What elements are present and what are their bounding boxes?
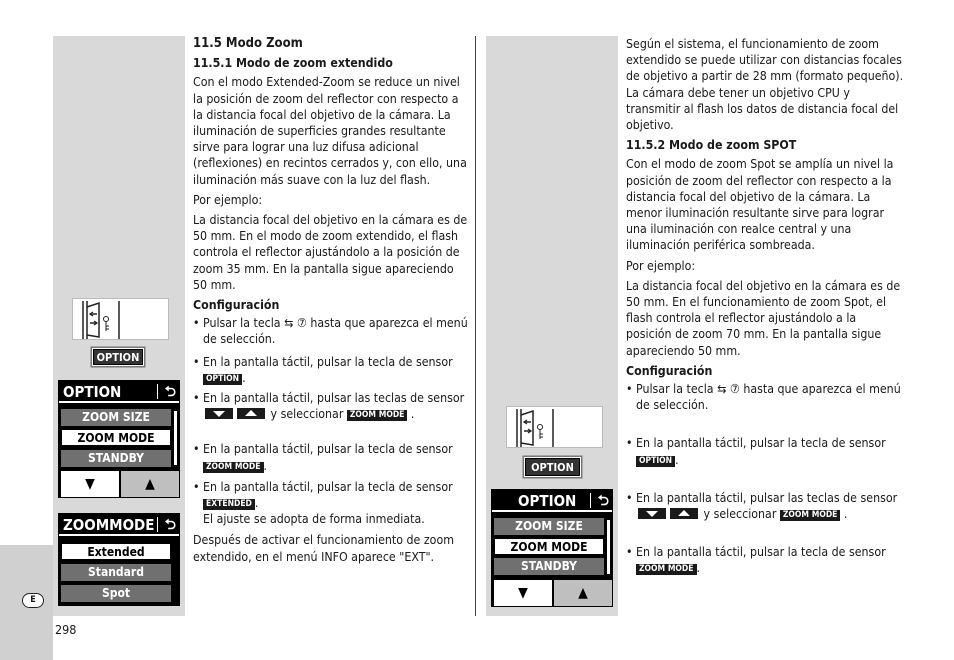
list-item-text: En la pantalla táctil, pulsar la tecla de sensor — [203, 479, 453, 494]
option-tag: OPTION — [636, 456, 675, 467]
paragraph: Según el sistema, el funcionamiento de zoom extendido se puede utilizar con distancias focales de objetivo a partir de 28 mm (formato pequeño). La cámara debe tener un objetivo CPU y transmitir al flash los datos de distancia focal del objetivo. — [626, 37, 904, 133]
zoom-mode-tag: ZOOM MODE — [347, 410, 408, 421]
list-item-text: y seleccionar — [703, 507, 777, 522]
menu-item-spot[interactable]: Spot — [61, 585, 171, 602]
flash-head-icon — [73, 299, 170, 341]
menu-item-zoom-mode[interactable]: ZOOM MODE — [494, 538, 604, 555]
down-arrow-icon — [638, 508, 666, 519]
list-item-text: y seleccionar — [270, 407, 344, 422]
column-divider — [475, 36, 476, 616]
menu-item-standby[interactable]: STANDBY — [494, 558, 604, 575]
note-text: El ajuste se adopta de forma inmediata. — [203, 512, 425, 527]
menu-title — [492, 490, 612, 512]
up-arrow-icon — [670, 508, 698, 519]
zoom-mode-tag: ZOOM MODE — [636, 564, 697, 575]
menu-title-text: OPTION — [518, 492, 577, 510]
title-separator — [157, 384, 158, 399]
list-item-text: En la pantalla táctil, pulsar la tecla de sensor — [636, 545, 886, 560]
list-item — [626, 381, 904, 413]
list-item-text: En la pantalla táctil, pulsar la tecla de sensor — [203, 354, 453, 369]
paragraph: La distancia focal del objetivo en la cámara es de 50 mm. En el funcionamiento de zoom Spot, el flash controla el reflector ajustándolo a la posición de zoom 70 mm. En la pantalla sigue apareciendo 50 mm. — [626, 278, 901, 358]
list-item: • En la pantalla táctil, pulsar la tecla de sensor ZOOM MODE . — [626, 544, 904, 576]
list-item-text: Pulsar la tecla ⇆ ⑦ hasta que aparezca el menú de selección. — [636, 382, 901, 413]
paragraph: La distancia focal del objetivo en la cámara es de 50 mm. En el modo de zoom extendido, el flash controla el reflector ajustándolo a la posición de zoom 35 mm. En la pantalla sigue apareciendo 50 mm. — [193, 213, 468, 292]
down-arrow-icon — [205, 408, 233, 419]
paragraph: Con el modo Extended-Zoom se reduce un nivel la posición de zoom del reflector con respecto a la distancia focal del objetivo de la cámara. La iluminación de superficies grandes resultante sirve para lograr una luz difusa adicional (reflexiones) en recintos cerrados y, con ello, una iluminación más suave con la luz del flash. — [193, 75, 467, 187]
zoommode-menu-panel — [58, 513, 180, 606]
list-item-text: Pulsar la tecla ⇆ ⑦ hasta que aparezca el menú de selección. — [203, 316, 468, 347]
up-button[interactable]: ▲ — [554, 580, 612, 606]
menu-item-zoom-size[interactable]: ZOOM SIZE — [494, 518, 604, 535]
menu-item-standard[interactable]: Standard — [61, 564, 171, 581]
list-item-text: En la pantalla táctil, pulsar las teclas de sensor — [636, 490, 898, 505]
menu-item-zoom-mode[interactable]: ZOOM MODE — [61, 429, 171, 446]
down-button[interactable]: ▼ — [494, 580, 552, 606]
extended-tag: EXTENDED — [203, 499, 255, 510]
scrollbar[interactable] — [174, 411, 177, 465]
list-item: • En la pantalla táctil, pulsar la tecla de sensor EXTENDED . El ajuste se adopta de forma inmediata. — [193, 479, 468, 528]
flash-head-illustration — [72, 298, 169, 340]
back-icon[interactable]: ⮌ — [597, 493, 609, 509]
list-item-text: En la pantalla táctil, pulsar la tecla de sensor — [203, 442, 453, 457]
list-item — [193, 315, 468, 347]
list-item-text: En la pantalla táctil, pulsar la tecla de sensor — [636, 436, 886, 451]
paragraph: Por ejemplo: — [193, 192, 263, 207]
flash-head-icon — [507, 407, 604, 449]
back-icon[interactable]: ⮌ — [164, 517, 176, 533]
subsection-heading: 11.5.2 Modo de zoom SPOT — [626, 138, 797, 153]
paragraph: Con el modo de zoom Spot se amplía un nivel la posición de zoom del reflector con respecto a la distancia focal del objetivo de la cámara. La menor iluminación resultante sirve para lograr una iluminación con realce central y una iluminación periférica sombreada. — [626, 157, 894, 253]
option-menu-panel — [491, 489, 613, 607]
left-text-column — [193, 36, 468, 569]
config-heading: Configuración — [193, 298, 280, 313]
menu-title — [59, 381, 179, 403]
option-button[interactable]: OPTION — [525, 458, 580, 476]
list-item: • En la pantalla táctil, pulsar la tecla de sensor OPTION . — [626, 435, 904, 467]
paragraph: Por ejemplo: — [626, 258, 696, 273]
paragraph: Después de activar el funcionamiento de zoom extendido, en el menú INFO aparece "EXT". — [193, 533, 454, 564]
section-heading: 11.5 Modo Zoom — [193, 36, 303, 51]
option-button[interactable]: OPTION — [93, 349, 143, 365]
zoom-mode-tag: ZOOM MODE — [780, 510, 841, 521]
right-text-column — [626, 36, 904, 577]
subsection-heading: 11.5.1 Modo de zoom extendido — [193, 56, 393, 71]
page-number: 298 — [55, 622, 77, 637]
option-tag: OPTION — [203, 374, 242, 385]
menu-title-text: OPTION — [63, 383, 122, 401]
flash-head-illustration — [506, 406, 603, 448]
menu-title — [59, 514, 179, 536]
title-separator — [590, 493, 591, 508]
config-heading: Configuración — [626, 363, 713, 378]
up-button[interactable]: ▲ — [121, 471, 179, 497]
list-item: • En la pantalla táctil, pulsar la tecla de sensor ZOOM MODE . — [193, 441, 468, 473]
language-badge: E — [22, 593, 44, 608]
menu-item-zoom-size[interactable]: ZOOM SIZE — [61, 409, 171, 426]
scrollbar[interactable] — [607, 520, 610, 574]
back-icon[interactable]: ⮌ — [164, 384, 176, 400]
list-item-text: En la pantalla táctil, pulsar las teclas de sensor — [203, 391, 465, 406]
menu-title-text: ZOOMMODE — [63, 516, 155, 534]
menu-item-standby[interactable]: STANDBY — [61, 450, 171, 467]
up-arrow-icon — [237, 408, 265, 419]
list-item: • En la pantalla táctil, pulsar las teclas de sensor y seleccionar ZOOM MODE . — [626, 490, 904, 522]
zoom-mode-tag: ZOOM MODE — [203, 462, 264, 473]
down-button[interactable]: ▼ — [61, 471, 119, 497]
option-menu-panel — [58, 380, 180, 498]
title-separator — [157, 517, 158, 532]
list-item: • En la pantalla táctil, pulsar la tecla de sensor OPTION . — [193, 354, 468, 386]
list-item: • En la pantalla táctil, pulsar las teclas de sensor y seleccionar ZOOM MODE . — [193, 390, 468, 422]
menu-item-extended[interactable]: Extended — [61, 543, 171, 560]
